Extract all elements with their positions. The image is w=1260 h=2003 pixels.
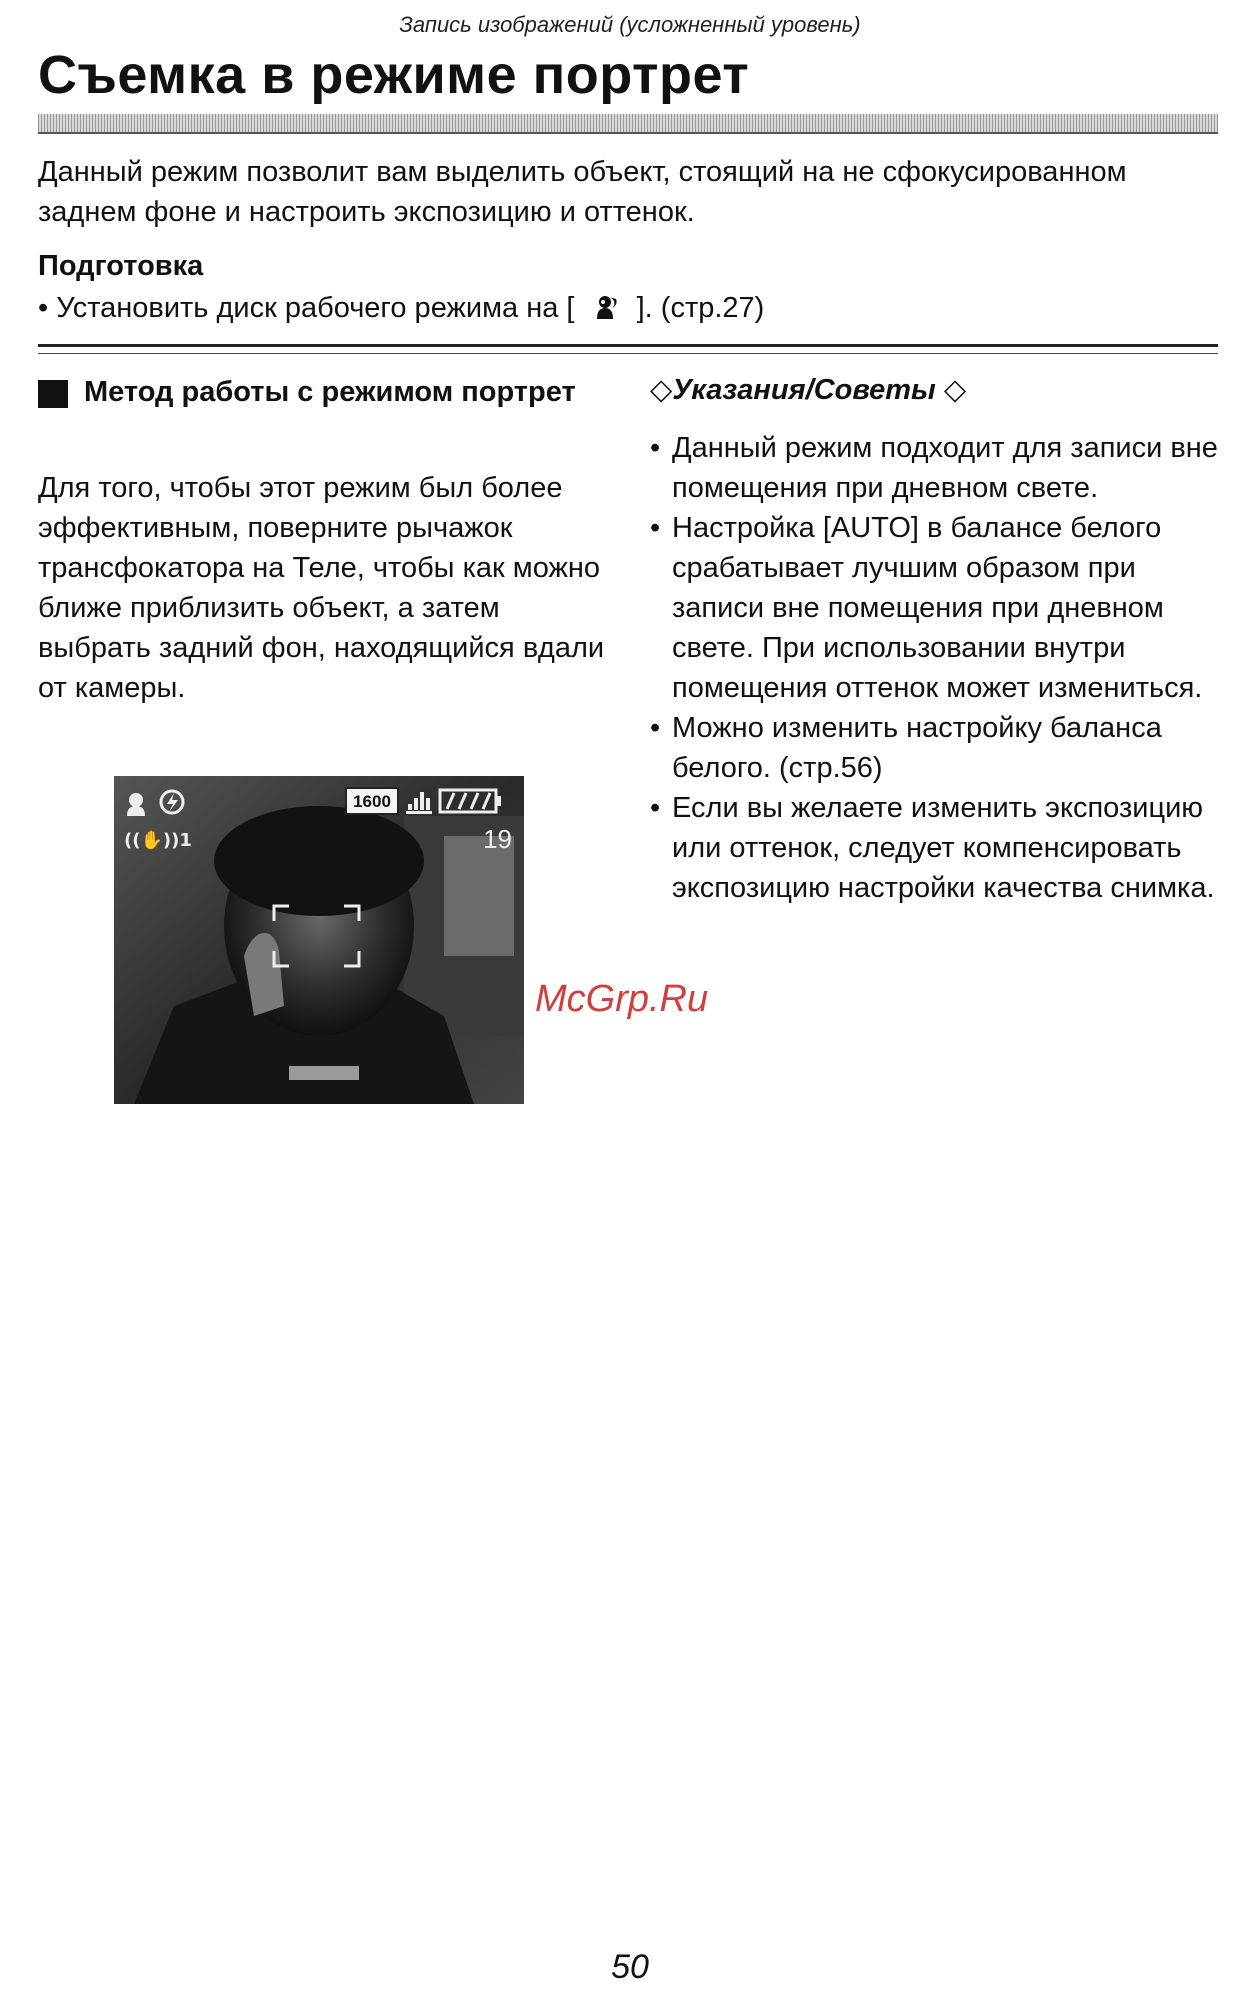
section-header: Запись изображений (усложненный уровень) xyxy=(399,12,861,37)
shots-remaining: 19 xyxy=(483,824,512,854)
lcd-hair xyxy=(214,806,424,916)
page-number: 50 xyxy=(611,1948,649,1986)
double-rule xyxy=(38,344,1218,354)
tips-heading: ◇Указания/Советы ◇ xyxy=(650,374,967,406)
tip-item: • Настройка [AUTO] в балансе белого срабатывает лучшим образом при записи вне помещения при дневном свете. При использовании внутри помещения оттенок может измениться. xyxy=(650,508,1230,708)
tips-list xyxy=(650,428,1230,908)
tip-item: • Можно изменить настройку баланса белого. (стр.56) xyxy=(650,708,1230,788)
lcd-wrist-mark xyxy=(289,1066,359,1080)
preparation-item-text-after: ]. (стр.27) xyxy=(636,292,765,324)
watermark: McGrp.Ru xyxy=(535,978,709,1020)
iso-value: 1600 xyxy=(353,792,391,811)
method-heading xyxy=(38,372,608,412)
preparation-item xyxy=(38,288,764,328)
page-title: Съемка в режиме портрет xyxy=(38,45,750,105)
stabilizer-indicator: ((✋))1 xyxy=(124,830,192,851)
square-marker xyxy=(38,380,68,408)
intro-paragraph: Данный режим позволит вам выделить объект, стоящий на не сфокусированном заднем фоне и настроить экспозицию и оттенок. xyxy=(38,156,1127,228)
method-heading-text: Метод работы с режимом портрет xyxy=(84,376,576,408)
lcd-window xyxy=(444,836,514,956)
portrait-mode-icon xyxy=(591,293,621,323)
title-rule xyxy=(38,114,1218,134)
camera-lcd-illustration xyxy=(114,776,524,1104)
preparation-item-text-before: • Установить диск рабочего режима на [ xyxy=(38,292,575,324)
method-text: Для того, чтобы этот режим был более эффективным, поверните рычажок трансфокатора на Теле, чтобы как можно ближе приблизить объект, а затем выбрать задний фон, находящийся вдали от камеры. xyxy=(38,472,605,704)
tip-item: • Данный режим подходит для записи вне помещения при дневном свете. xyxy=(650,428,1230,508)
lcd-scene xyxy=(114,776,524,1104)
tip-item: • Если вы желаете изменить экспозицию или оттенок, следует компенсировать экспозицию настройки качества снимка. xyxy=(650,788,1230,908)
preparation-heading: Подготовка xyxy=(38,250,204,282)
